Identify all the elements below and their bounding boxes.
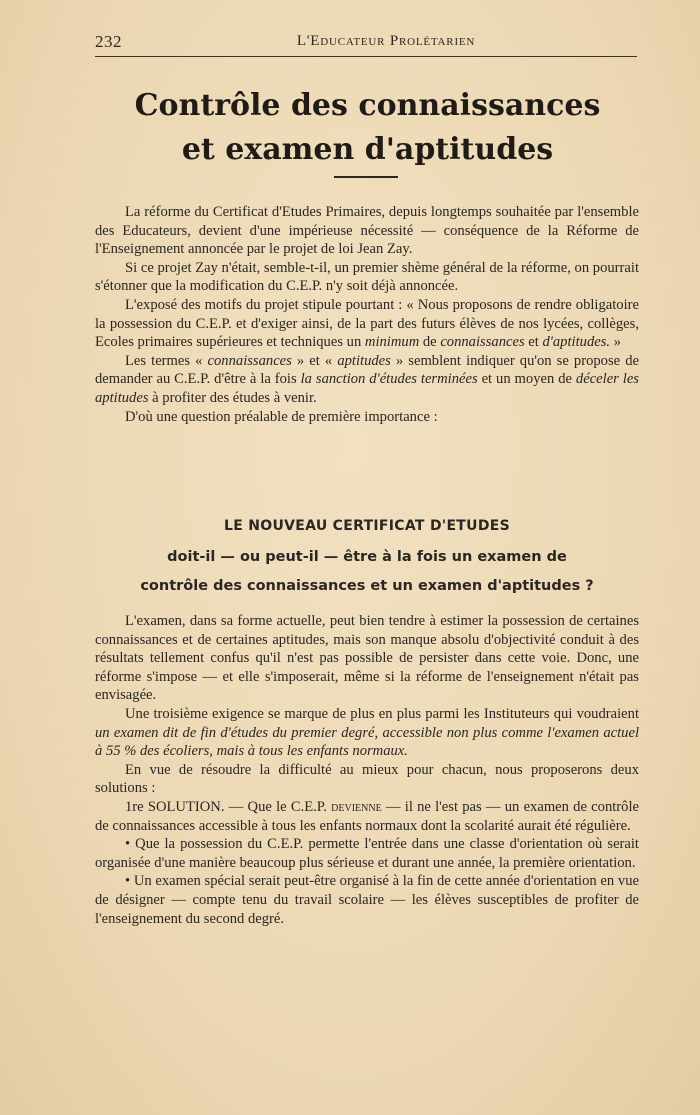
- section-question-line-2: contrôle des connaissances et un examen d'aptitudes ?: [140, 578, 594, 594]
- main-section: [95, 612, 639, 928]
- section-heading: LE NOUVEAU CERTIFICAT D'ETUDES: [223, 518, 510, 534]
- title-divider: [334, 176, 398, 178]
- article-title-line-1: Contrôle des connaissances: [134, 88, 601, 123]
- section-question-line-1: doit-il — ou peut-il — être à la fois un examen de: [167, 549, 567, 565]
- body-paragraph-1: L'examen, dans sa forme actuelle, peut bien tendre à estimer la possession de certaines connaissances et de certaines aptitudes, mais son manque absolu d'objectivité conduit à des résultats tellement confus qu'il n'est pas possible de persister dans cette voie. Donc, une réforme s'impose — et elle s'imposerait, même si la réforme de l'enseignement n'était pas envisagée.: [95, 613, 639, 704]
- intro-section: [95, 203, 639, 426]
- intro-paragraph-1: La réforme du Certificat d'Etudes Primaires, depuis longtemps souhaitée par l'ensemble des Educateurs, devient d'une impérieuse nécessité — conséquence de la Réforme de l'Enseignement annoncée par le projet de loi Jean Zay.: [95, 204, 639, 258]
- body-paragraph-5: • Que la possession du C.E.P. permette l'entrée dans une classe d'orientation où serait organisée d'une manière beaucoup plus sérieuse et durant une année, la première orientation.: [95, 836, 639, 871]
- article-title: [95, 84, 640, 172]
- body-paragraph-6: • Un examen spécial serait peut-être organisé à la fin de cette année d'orientation en vue de désigner — compte tenu du travail scolaire — les élèves susceptibles de profiter de l'enseignement du second degré.: [95, 873, 639, 927]
- intro-paragraph-2: Si ce projet Zay n'était, semble-t-il, un premier shème général de la réforme, on pourrait s'étonner que la modification du C.E.P. n'y soit déjà annoncée.: [95, 259, 639, 295]
- body-paragraph-4: 1re SOLUTION. — Que le C.E.P. devienne — il ne l'est pas — un examen de contrôle de connaissances accessible à tous les enfants normaux dont la scolarité aurait été régulière.: [95, 798, 639, 834]
- running-title: L'Educateur Prolétarien: [296, 33, 476, 49]
- page-number: 232: [95, 32, 122, 51]
- intro-paragraph-3: L'exposé des motifs du projet stipule pourtant : « Nous proposons de rendre obligatoire la possession du C.E.P. et d'exiger ainsi, de la part des futurs élèves de nos lycées, collèges, Ecoles primaires supérieures et techniques un minimum de connaissances et d'aptitudes. »: [95, 296, 639, 351]
- intro-paragraph-5: D'où une question préalable de première importance :: [125, 408, 438, 425]
- page-header: [95, 30, 637, 57]
- body-paragraph-2: Une troisième exigence se marque de plus en plus parmi les Instituteurs qui voudraient un examen dit de fin d'études du premier degré, accessible non plus comme l'examen actuel à 55 % des écoliers, mais à tous les enfants normaux.: [95, 705, 639, 760]
- body-paragraph-3: En vue de résoudre la difficulté au mieux pour chacun, nous proposerons deux solutions :: [95, 761, 639, 797]
- article-title-line-2: et examen d'aptitudes: [181, 132, 554, 167]
- intro-paragraph-4: Les termes « connaissances » et « aptitudes » semblent indiquer qu'on se propose de demander au C.E.P. d'être à la fois la sanction d'études terminées et un moyen de déceler les aptitudes à profiter des études à venir.: [95, 352, 639, 406]
